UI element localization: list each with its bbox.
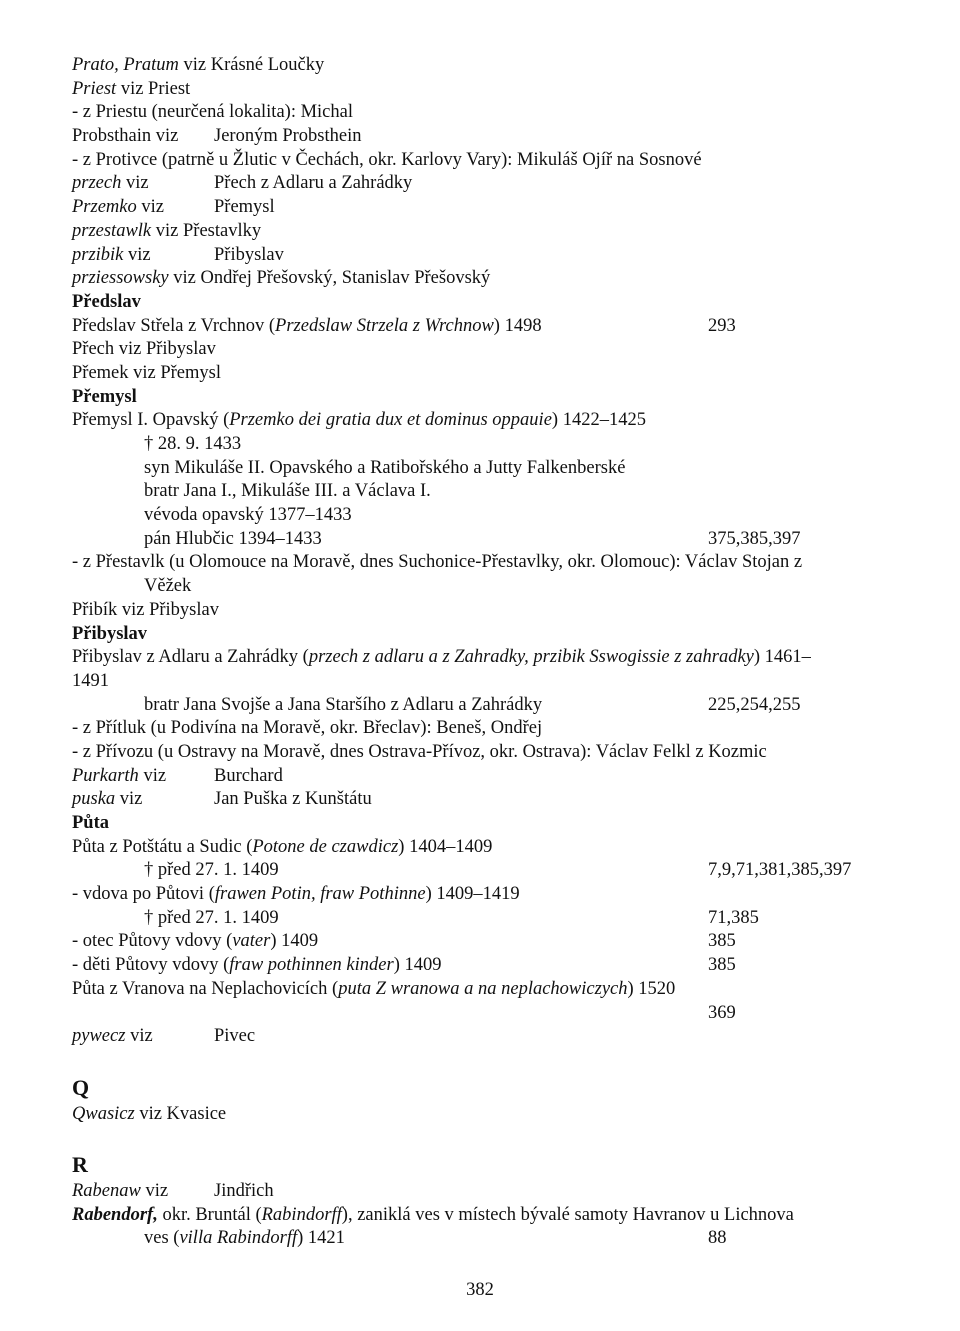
line-text: Přibyslav z Adlaru a Zahrádky ( bbox=[72, 647, 309, 668]
page-references: 88 bbox=[708, 1228, 727, 1249]
line-text: ) 1409–1419 bbox=[425, 884, 520, 905]
source-quote: puta Z wranowa a na neplachowiczych bbox=[338, 978, 628, 999]
reference-target: Jan Puška z Kunštátu bbox=[214, 789, 372, 810]
index-line bbox=[72, 859, 892, 883]
page-references: 375,385,397 bbox=[708, 528, 801, 549]
index-line bbox=[72, 907, 892, 931]
index-line bbox=[72, 101, 892, 125]
line-text: viz Kvasice bbox=[134, 1103, 227, 1124]
reference-target: Přibyslav bbox=[214, 244, 284, 265]
page-references: 369 bbox=[708, 1002, 736, 1023]
entry-heading bbox=[72, 623, 892, 647]
index-line bbox=[72, 1025, 892, 1049]
heading-text: Půta bbox=[72, 813, 109, 833]
source-form: puska bbox=[72, 789, 116, 810]
line-text: - vdova po Půtovi ( bbox=[72, 884, 215, 905]
index-line bbox=[72, 575, 892, 599]
index-line bbox=[72, 599, 892, 623]
index-line bbox=[72, 741, 892, 765]
line-text: ) 1520 bbox=[627, 978, 676, 999]
entry-heading bbox=[72, 812, 892, 836]
index-line bbox=[72, 244, 892, 268]
line-text: bratr Jana I., Mikuláše III. a Václava I. bbox=[144, 481, 431, 502]
line-text: † před 27. 1. 1409 bbox=[144, 860, 279, 881]
index-line bbox=[72, 883, 892, 907]
index-line bbox=[72, 646, 892, 670]
heading-text: Předslav bbox=[72, 291, 141, 312]
index-line bbox=[72, 362, 892, 386]
heading-text: Přemysl bbox=[72, 386, 137, 407]
line-text: - z Priestu (neurčená lokalita): Michal bbox=[72, 102, 353, 123]
source-form: przibik bbox=[72, 244, 124, 265]
line-text: viz bbox=[115, 789, 143, 810]
index-line bbox=[72, 480, 892, 504]
page-number: 382 bbox=[466, 1280, 494, 1300]
source-quote: Przemko dei gratia dux et dominus oppauie bbox=[229, 410, 552, 431]
entry-heading bbox=[72, 291, 892, 315]
source-form: pywecz bbox=[72, 1026, 126, 1047]
line-text: 1491 bbox=[72, 670, 109, 691]
index-line bbox=[72, 267, 892, 291]
line-text: Předslav Střela z Vrchnov ( bbox=[72, 315, 276, 336]
line-text: okr. Bruntál ( bbox=[157, 1204, 262, 1225]
entry-heading bbox=[72, 386, 892, 410]
reference-target: Přemysl bbox=[214, 197, 275, 218]
line-text: Věžek bbox=[144, 576, 192, 597]
line-text: viz Priest bbox=[116, 78, 191, 99]
page-references: 71,385 bbox=[708, 907, 759, 928]
reference-target: Jindřich bbox=[214, 1180, 274, 1201]
index-line bbox=[72, 930, 892, 954]
line-text: vévoda opavský 1377–1433 bbox=[144, 505, 352, 526]
source-quote: Przedslaw Strzela z Wrchnow bbox=[275, 315, 494, 336]
line-text: viz bbox=[123, 244, 151, 265]
source-form: przech bbox=[72, 173, 122, 194]
line-text: ) 1461– bbox=[753, 647, 811, 668]
line-text: syn Mikuláše II. Opavského a Ratibořského a Jutty Falkenberské bbox=[144, 457, 626, 478]
line-text: ) 1422–1425 bbox=[551, 410, 646, 431]
line-text: Přemysl I. Opavský ( bbox=[72, 410, 230, 431]
line-text: ves ( bbox=[144, 1228, 180, 1249]
source-quote: Rabindorff bbox=[261, 1204, 342, 1225]
line-text: Půta z Potštátu a Sudic ( bbox=[72, 836, 253, 857]
line-text: ) 1409 bbox=[393, 955, 442, 976]
line-text: - otec Půtovy vdovy ( bbox=[72, 931, 233, 952]
source-form: przestawlk bbox=[72, 220, 152, 241]
index-line bbox=[72, 338, 892, 362]
index-line bbox=[72, 54, 892, 78]
index-line bbox=[72, 670, 892, 694]
line-text: bratr Jana Svojše a Jana Staršího z Adlaru a Zahrádky bbox=[144, 694, 543, 715]
index-line bbox=[72, 1227, 892, 1251]
line-text: - z Přítluk (u Podivína na Moravě, okr. Břeclav): Beneš, Ondřej bbox=[72, 718, 543, 739]
line-text: † 28. 9. 1433 bbox=[144, 434, 242, 454]
line-text: ) 1421 bbox=[297, 1228, 345, 1249]
line-text: - děti Půtovy vdovy ( bbox=[72, 955, 230, 976]
index-line bbox=[72, 1103, 892, 1127]
source-quote: vater bbox=[232, 931, 271, 952]
line-text: viz Přestavlky bbox=[151, 220, 262, 241]
line-text: Přibík viz Přibyslav bbox=[72, 599, 219, 620]
line-text: pán Hlubčic 1394–1433 bbox=[144, 528, 322, 549]
source-form: Purkarth bbox=[72, 765, 139, 786]
section-letter: Q bbox=[72, 1074, 90, 1100]
line-text: Probsthain viz bbox=[72, 126, 179, 147]
page-references: 293 bbox=[708, 315, 736, 336]
line-text: ) 1498 bbox=[493, 315, 542, 336]
source-form: Priest bbox=[72, 78, 117, 99]
page-references: 385 bbox=[708, 955, 736, 976]
page-references: 385 bbox=[708, 931, 736, 952]
line-text: ), zaniklá ves v místech bývalé samoty Havranov u Lichnova bbox=[341, 1204, 794, 1225]
index-line bbox=[72, 694, 892, 718]
index-line bbox=[72, 978, 892, 1002]
source-form: Przemko bbox=[72, 197, 137, 218]
section-letter: R bbox=[72, 1151, 88, 1177]
source-form: prziessowsky bbox=[72, 268, 169, 289]
reference-target: Pivec bbox=[214, 1026, 256, 1047]
index-line bbox=[72, 717, 892, 741]
index-line bbox=[72, 125, 892, 149]
index-line bbox=[72, 1180, 892, 1204]
index-line bbox=[72, 457, 892, 481]
line-text: ) 1409 bbox=[270, 931, 319, 952]
reference-target: Přech z Adlaru a Zahrádky bbox=[214, 173, 413, 194]
line-text: viz bbox=[121, 173, 149, 194]
reference-target: Jeroným Probsthein bbox=[214, 126, 362, 147]
source-form: Prato, Pratum bbox=[72, 55, 179, 75]
index-line bbox=[72, 836, 892, 860]
source-quote: fraw pothinnen kinder bbox=[229, 955, 394, 976]
line-text: viz Krásné Loučky bbox=[178, 55, 325, 75]
index-line bbox=[72, 551, 892, 575]
line-text: † před 27. 1. 1409 bbox=[144, 907, 279, 928]
index-line bbox=[72, 788, 892, 812]
spacer bbox=[72, 1049, 892, 1073]
line-text: Půta z Vranova na Neplachovicích ( bbox=[72, 978, 339, 999]
heading-text: Přibyslav bbox=[72, 623, 148, 644]
index-line bbox=[72, 1204, 892, 1228]
line-text: Přemek viz Přemysl bbox=[72, 362, 222, 383]
page-references: 225,254,255 bbox=[708, 694, 801, 715]
index-line bbox=[72, 1002, 892, 1026]
spacer bbox=[72, 1126, 892, 1150]
source-form: Rabenaw bbox=[72, 1180, 141, 1201]
index-line bbox=[72, 765, 892, 789]
source-quote: Potone de czawdicz bbox=[252, 836, 399, 857]
index-line bbox=[72, 220, 892, 244]
index-line bbox=[72, 78, 892, 102]
page-references: 7,9,71,381,385,397 bbox=[708, 860, 852, 881]
index-entries bbox=[72, 54, 892, 1251]
index-line bbox=[72, 433, 892, 457]
line-text: Přech viz Přibyslav bbox=[72, 339, 216, 360]
line-text: viz bbox=[138, 765, 167, 786]
index-line bbox=[72, 504, 892, 528]
index-line bbox=[72, 315, 892, 339]
source-form: Qwasicz bbox=[72, 1103, 135, 1124]
index-line bbox=[72, 954, 892, 978]
index-line bbox=[72, 528, 892, 552]
index-line bbox=[72, 172, 892, 196]
source-quote: villa Rabindorff bbox=[179, 1228, 298, 1249]
line-text: - z Protivce (patrně u Žlutic v Čechách, okr. Karlovy Vary): Mikuláš Ojíř na Sosnové bbox=[72, 149, 702, 170]
index-line bbox=[72, 409, 892, 433]
line-text: - z Přestavlk (u Olomouce na Moravě, dnes Suchonice-Přestavlky, okr. Olomouc): Václav Stojan z bbox=[72, 552, 803, 573]
line-text: - z Přívozu (u Ostravy na Moravě, dnes Ostrava-Přívoz, okr. Ostrava): Václav Felkl z Kozmic bbox=[72, 741, 767, 762]
line-text: ) 1404–1409 bbox=[398, 836, 493, 857]
reference-target: Burchard bbox=[214, 765, 283, 786]
line-text: viz bbox=[125, 1026, 153, 1047]
line-text: viz Ondřej Přešovský, Stanislav Přešovský bbox=[168, 268, 491, 289]
index-line bbox=[72, 196, 892, 220]
line-text: viz bbox=[136, 197, 164, 218]
headword: Rabendorf, bbox=[72, 1204, 158, 1225]
line-text: viz bbox=[140, 1180, 169, 1201]
source-quote: przech z adlaru a z Zahradky, przibik Sswogissie z zahradky bbox=[308, 647, 754, 668]
index-line bbox=[72, 149, 892, 173]
source-quote: frawen Potin, fraw Pothinne bbox=[214, 884, 426, 905]
